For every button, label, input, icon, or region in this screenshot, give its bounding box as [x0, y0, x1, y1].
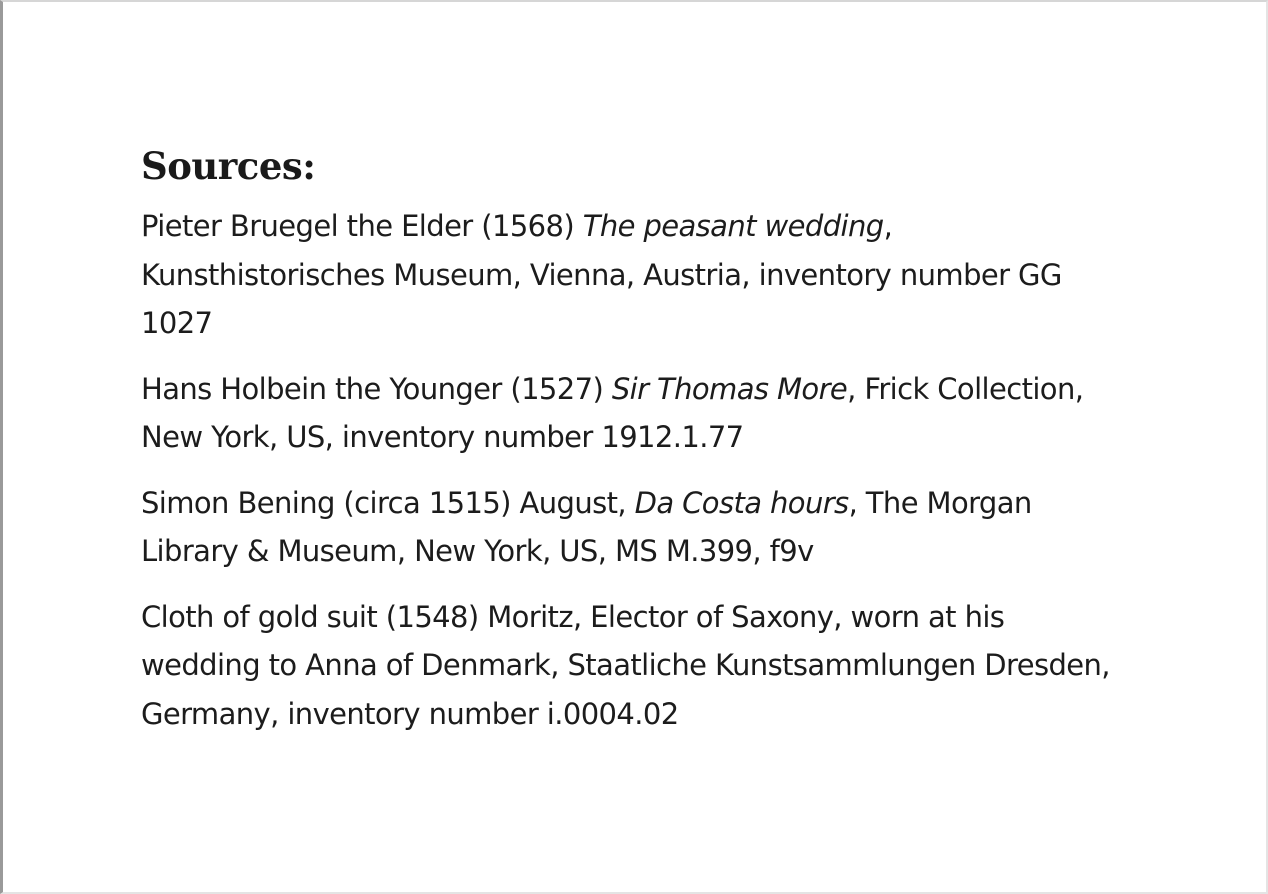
source-text: , Frick Collection, New York, US, inventory number 1912.1.77: [141, 371, 1084, 454]
slide: [3, 2, 1266, 892]
sources-heading: Sources:: [141, 144, 316, 188]
source-text: , Kunsthistorisches Museum, Vienna, Austria, inventory number GG 1027: [141, 209, 1062, 340]
source-entry-bruegel: [141, 202, 1131, 348]
source-text: Pieter Bruegel the Elder (1568): [141, 209, 583, 243]
source-entry-bening: [141, 479, 1131, 576]
source-entry-cloth-of-gold: [141, 593, 1131, 739]
sources-section: [141, 143, 1131, 755]
artwork-title: Sir Thomas More: [611, 371, 848, 406]
source-text: Simon Bening (circa 1515) August,: [141, 485, 635, 520]
source-text: , The Morgan Library & Museum, New York, US, MS M.399, f9v: [141, 485, 1032, 568]
source-text: Cloth of gold suit (1548) Moritz, Elector of Saxony, worn at his wedding to Anna of Denmark, Staatliche Kunstsammlungen Dresden, Germany, inventory number i.0004.02: [141, 599, 1110, 731]
source-text: Hans Holbein the Younger (1527): [141, 371, 612, 406]
source-entry-holbein: [141, 365, 1131, 462]
artwork-title: Da Costa hours: [634, 485, 849, 520]
artwork-title: The peasant wedding: [582, 209, 884, 243]
